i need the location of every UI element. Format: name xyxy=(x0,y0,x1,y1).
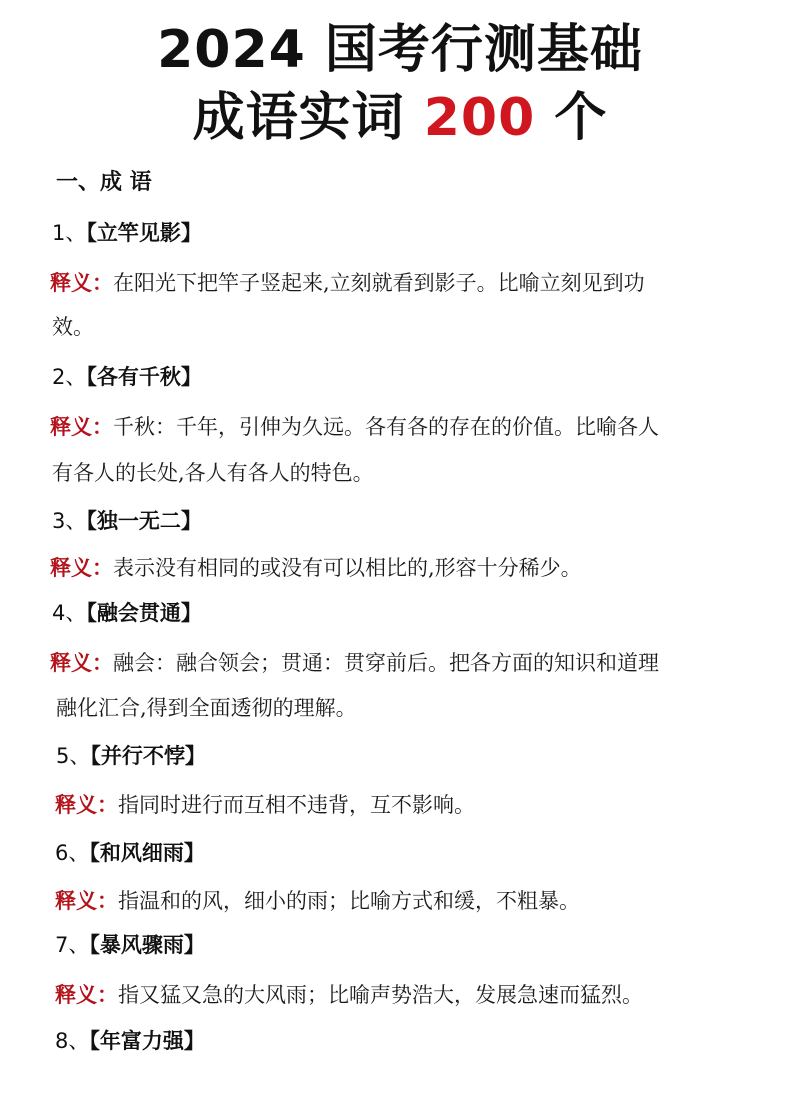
bracket-close: 】 xyxy=(183,933,205,957)
bracket-close: 】 xyxy=(180,221,202,245)
entry-title-5 xyxy=(56,741,206,771)
definition-text: 表示没有相同的或没有可以相比的,形容十分稀少。 xyxy=(113,556,582,580)
bracket-open: 【 xyxy=(89,933,100,957)
definition-text: 指同时进行而互相不违背，互不影响。 xyxy=(118,793,475,817)
entry-number: 5、 xyxy=(56,744,91,768)
definition-text: 在阳光下把竿子竖起来,立刻就看到影子。比喻立刻见到功 xyxy=(113,271,645,295)
bracket-open: 【 xyxy=(89,1029,100,1053)
entry-definition-line xyxy=(52,458,374,488)
entry-idiom: 各有千秋 xyxy=(96,365,181,389)
definition-label: 释义： xyxy=(50,415,113,439)
entry-number: 2、 xyxy=(52,365,87,389)
definition-text: 指温和的风，细小的雨；比喻方式和缓，不粗暴。 xyxy=(118,889,580,913)
entry-definition-line xyxy=(50,553,582,583)
definition-label: 释义： xyxy=(50,651,113,675)
bracket-close: 】 xyxy=(180,509,202,533)
entry-title-3 xyxy=(52,506,202,536)
section-heading: 一、成 语 xyxy=(56,170,152,195)
definition-text: 有各人的长处,各人有各人的特色。 xyxy=(52,461,374,485)
entry-definition-line xyxy=(55,980,643,1010)
entry-idiom: 独一无二 xyxy=(96,509,181,533)
entry-definition-line xyxy=(55,790,475,820)
entry-definition-line xyxy=(55,886,580,916)
entry-definition-line xyxy=(50,412,659,442)
entry-number: 4、 xyxy=(52,601,87,625)
entry-title-4 xyxy=(52,598,202,628)
bracket-close: 】 xyxy=(183,841,205,865)
entry-idiom: 并行不悖 xyxy=(100,744,185,768)
definition-text: 千秋：千年，引伸为久远。各有各的存在的价值。比喻各人 xyxy=(113,415,659,439)
definition-label: 释义： xyxy=(55,793,118,817)
bracket-open: 【 xyxy=(86,221,97,245)
entry-title-1 xyxy=(52,218,202,248)
title-line2-prefix: 成语实词 xyxy=(192,88,424,148)
bracket-close: 】 xyxy=(183,1029,205,1053)
entry-title-6 xyxy=(55,838,205,868)
entry-number: 8、 xyxy=(55,1029,90,1053)
bracket-open: 【 xyxy=(90,744,101,768)
definition-text: 融化汇合,得到全面透彻的理解。 xyxy=(56,696,357,720)
bracket-close: 】 xyxy=(180,365,202,389)
entry-title-2 xyxy=(52,362,202,392)
entry-number: 7、 xyxy=(55,933,90,957)
definition-label: 释义： xyxy=(55,983,118,1007)
entry-title-7 xyxy=(55,930,205,960)
entry-number: 3、 xyxy=(52,509,87,533)
definition-label: 释义： xyxy=(50,556,113,580)
definition-label: 释义： xyxy=(55,889,118,913)
document-title-line2 xyxy=(0,86,800,150)
bracket-open: 【 xyxy=(86,509,97,533)
title-line2-suffix: 个 xyxy=(535,88,608,148)
entry-definition-line xyxy=(50,648,659,678)
entry-idiom: 暴风骤雨 xyxy=(99,933,184,957)
entry-idiom: 和风细雨 xyxy=(99,841,184,865)
entry-idiom: 年富力强 xyxy=(99,1029,184,1053)
entry-idiom: 融会贯通 xyxy=(96,601,181,625)
entry-definition-line xyxy=(50,268,645,298)
document-title-line1: 2024 国考行测基础 xyxy=(157,20,643,80)
bracket-close: 】 xyxy=(180,601,202,625)
definition-text: 融会：融合领会；贯通：贯穿前后。把各方面的知识和道理 xyxy=(113,651,659,675)
definition-text: 效。 xyxy=(52,315,94,339)
definition-text: 指又猛又急的大风雨；比喻声势浩大，发展急速而猛烈。 xyxy=(118,983,643,1007)
entry-number: 1、 xyxy=(52,221,87,245)
bracket-open: 【 xyxy=(86,601,97,625)
bracket-open: 【 xyxy=(86,365,97,389)
entry-definition-line xyxy=(56,693,357,723)
bracket-close: 】 xyxy=(184,744,206,768)
entry-idiom: 立竿见影 xyxy=(96,221,181,245)
entry-title-8 xyxy=(55,1026,205,1056)
entry-definition-line xyxy=(52,312,94,342)
title-line2-accent: 200 xyxy=(423,88,536,148)
entry-number: 6、 xyxy=(55,841,90,865)
definition-label: 释义： xyxy=(50,271,113,295)
bracket-open: 【 xyxy=(89,841,100,865)
